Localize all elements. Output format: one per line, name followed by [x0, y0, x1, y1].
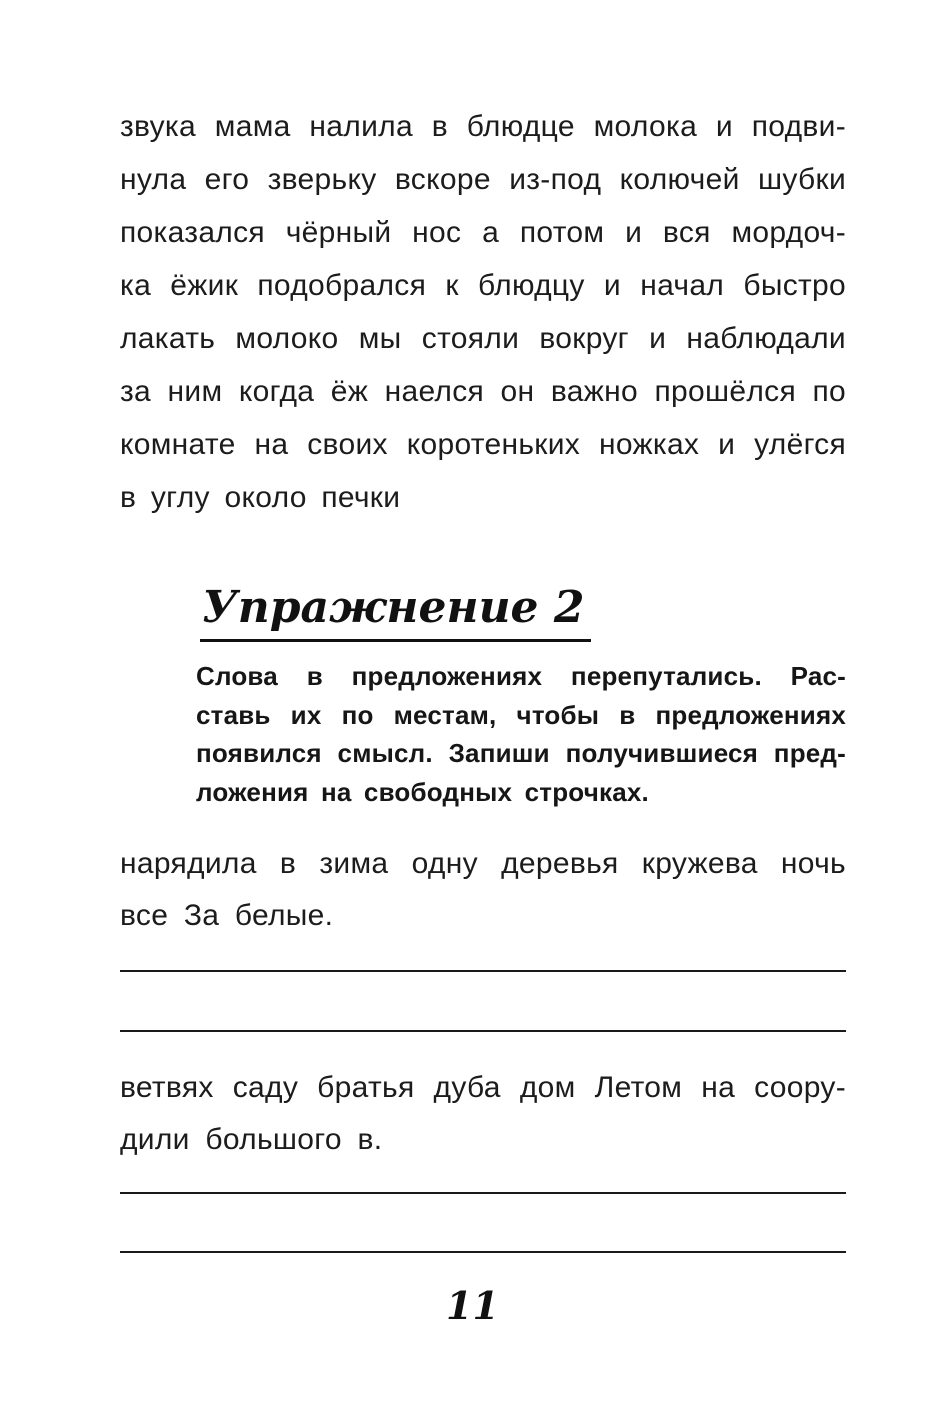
text-line: дили большого в.	[120, 1123, 383, 1156]
text-line: комнате на своих коротеньких ножках и улёгся	[120, 428, 846, 461]
text-line: ложения на свободных строчках.	[196, 776, 649, 807]
text-line: в углу около печки	[120, 481, 401, 514]
text-line: за ним когда ёж наелся он важно прошёлся по	[120, 375, 846, 408]
text-line: ка ёжик подобрался к блюдцу и начал быстро	[120, 269, 846, 302]
answer-line-2	[120, 1030, 846, 1032]
exercise-title: Упражнение 2	[200, 583, 591, 642]
text-line: нула его зверьку вскоре из-под колючей шубки	[120, 163, 846, 196]
text-line: Слова в предложениях перепутались. Рас-	[196, 661, 846, 691]
text-line: ставь их по местам, чтобы в предложениях	[196, 699, 846, 730]
page-number: 11	[446, 1283, 499, 1328]
text-line: звука мама налила в блюдце молока и подви-	[120, 110, 846, 143]
task-sentence-2	[120, 1062, 846, 1166]
text-line: ветвях саду братья дуба дом Летом на соору-	[120, 1071, 846, 1104]
answer-line-1	[120, 970, 846, 972]
exercise-instruction	[196, 657, 846, 811]
story-paragraph	[120, 100, 846, 524]
answer-line-3	[120, 1192, 846, 1194]
text-line: показался чёрный нос а потом и вся мордоч-	[120, 216, 846, 249]
task-sentence-1	[120, 838, 846, 942]
text-line: нарядила в зима одну деревья кружева ночь	[120, 847, 846, 880]
answer-line-4	[120, 1251, 846, 1253]
text-line: все За белые.	[120, 899, 334, 932]
text-line: лакать молоко мы стояли вокруг и наблюдали	[120, 322, 846, 355]
text-line: появился смысл. Запиши получившиеся пред-	[196, 738, 846, 768]
